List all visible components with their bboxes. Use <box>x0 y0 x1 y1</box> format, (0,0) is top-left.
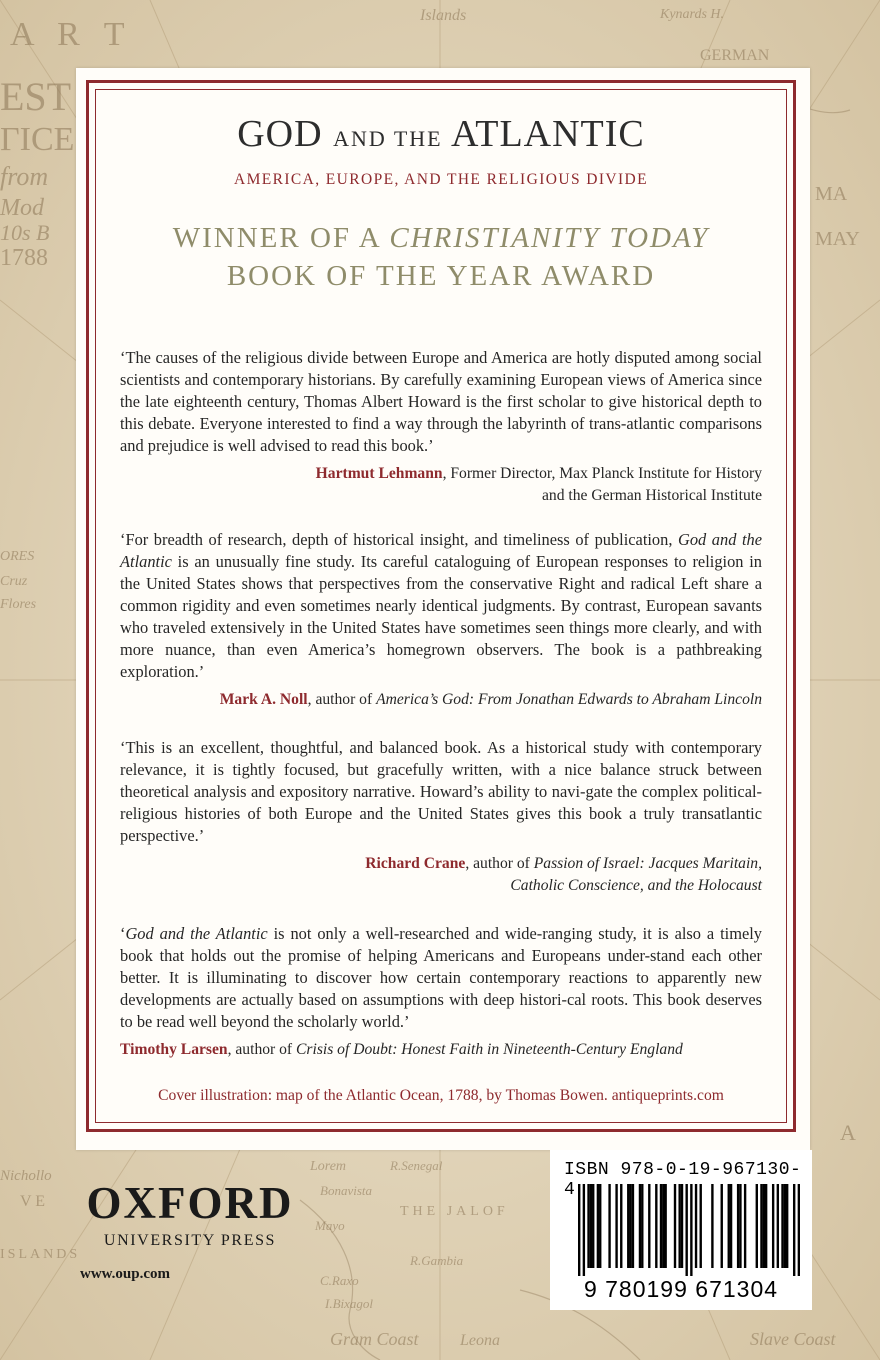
svg-text:GERMAN: GERMAN <box>700 47 770 64</box>
attribution-larsen <box>120 1039 762 1061</box>
svg-text:Nichollo: Nichollo <box>0 1168 52 1184</box>
barcode-bar <box>587 1184 589 1268</box>
svg-text:Flores: Flores <box>0 597 37 612</box>
quote-larsen <box>120 923 762 1033</box>
barcode-bar <box>620 1184 622 1268</box>
svg-text:C.Raxo: C.Raxo <box>320 1273 359 1288</box>
barcode-bar <box>700 1184 702 1268</box>
barcode-bar <box>793 1184 795 1276</box>
svg-text:10s B: 10s B <box>0 220 50 245</box>
svg-text:Bonavista: Bonavista <box>320 1183 372 1198</box>
quote-book-title: God and the Atlantic <box>125 924 268 943</box>
svg-text:1788: 1788 <box>0 245 48 271</box>
barcode-bar <box>627 1184 629 1268</box>
attribution-lehmann <box>120 463 762 507</box>
svg-text:THE JALOF: THE JALOF <box>400 1204 509 1219</box>
barcode-bar <box>690 1184 692 1276</box>
barcode-bar <box>655 1184 657 1268</box>
barcode-bar <box>739 1184 741 1268</box>
author-book: America’s God: From Jonathan Edwards to Abraham Lincoln <box>376 691 762 708</box>
barcode-bar <box>760 1184 762 1268</box>
barcode-bar <box>639 1184 641 1268</box>
isbn-label: ISBN 978-0-19-967130-4 <box>564 1160 802 1200</box>
svg-text:MA: MA <box>815 183 848 205</box>
barcode-bar <box>721 1184 723 1268</box>
book-title <box>120 110 762 163</box>
quote-book-title: God and the Atlantic <box>120 530 762 571</box>
barcode-bar <box>798 1184 800 1276</box>
svg-text:ORES: ORES <box>0 549 35 564</box>
attribution-crane-line1 <box>120 853 762 875</box>
barcode-bar <box>648 1184 650 1268</box>
attribution-crane-line2 <box>120 875 762 897</box>
barcode-bar <box>711 1184 713 1268</box>
barcode-bar <box>781 1184 783 1268</box>
barcode-bar <box>641 1184 643 1268</box>
svg-text:Mod: Mod <box>0 195 44 221</box>
publisher-url[interactable]: www.oup.com <box>80 1266 171 1282</box>
author-name: Hartmut Lehmann <box>315 465 443 482</box>
award-line-2: BOOK OF THE YEAR AWARD <box>226 260 656 292</box>
isbn-barcode <box>550 1150 812 1310</box>
award-prefix: WINNER OF A <box>172 222 390 254</box>
svg-text:R.Senegal: R.Senegal <box>390 1158 443 1173</box>
author-book: Passion of Israel: Jacques Maritain, <box>533 855 762 872</box>
barcode-bar <box>597 1184 599 1268</box>
quote-text: ‘ <box>120 924 126 943</box>
svg-text:Leona: Leona <box>460 1332 500 1349</box>
svg-text:ISLANDS: ISLANDS <box>0 1247 81 1262</box>
barcode-bar <box>763 1184 765 1268</box>
author-name: Richard Crane <box>365 855 466 872</box>
barcode-bar <box>632 1184 634 1268</box>
publisher-press: UNIVERSITY PRESS <box>103 1232 277 1249</box>
barcode-bar <box>608 1184 610 1268</box>
title-word-and-the: AND THE <box>333 126 443 151</box>
barcode-bar <box>629 1184 631 1268</box>
barcode-bar <box>615 1184 617 1268</box>
barcode-bar <box>681 1184 683 1268</box>
quote-text: is not only a well-researched and wide-ranging study, it is also a timely book that holds out the promise of helping Americans and Europeans under-stand each other better. It is illuminating to discover how certain contemporary reactions to apparently new developments are actually based on assumptions with deep histori-cal roots. This book deserves to be read well beyond the scholarly world.’ <box>120 924 762 1031</box>
svg-text:I.Bixagol: I.Bixagol <box>325 1296 374 1311</box>
barcode-bar <box>737 1184 739 1268</box>
barcode-bar <box>772 1184 774 1268</box>
barcode-bar <box>664 1184 666 1268</box>
author-role: , author of <box>227 1041 297 1058</box>
svg-text:Gram Coast: Gram Coast <box>330 1329 419 1349</box>
barcode-bar <box>583 1184 585 1276</box>
barcode-bar <box>765 1184 767 1268</box>
svg-text:MAY: MAY <box>815 228 860 250</box>
barcode-bar <box>590 1184 592 1268</box>
barcode-bar <box>685 1184 687 1276</box>
svg-text:EST: EST <box>0 74 72 119</box>
author-name: Mark A. Noll <box>219 691 308 708</box>
barcode-bar <box>784 1184 786 1268</box>
barcode-bar <box>674 1184 676 1268</box>
barcode-bar <box>744 1184 746 1268</box>
award-line-1 <box>120 219 762 257</box>
svg-text:ΓICE: ΓICE <box>0 121 75 158</box>
quote-text: ‘For breadth of research, depth of historical insight, and timeliness of publication, <box>120 530 678 549</box>
author-book-line2: Catholic Conscience, and the Holocaust <box>510 877 762 894</box>
panel-content <box>120 100 762 1105</box>
attribution-crane <box>120 853 762 897</box>
barcode-bar <box>695 1184 697 1268</box>
publisher-logo <box>78 1178 302 1250</box>
barcode-bar <box>730 1184 732 1268</box>
svg-text:A R T: A R T <box>10 16 133 53</box>
quote-crane: ‘This is an excellent, thoughtful, and balanced book. As a historical study with contemporary relevance, it is tightly focused, but gracefully written, with a nice balance struck between theoretical analysis and expository narrative. Howard’s ability to navi-gate the complex political-religious histories of both Europe and the United States gives this book a truly transatlantic perspective.’ <box>120 738 762 845</box>
svg-text:Mayo: Mayo <box>315 1218 345 1233</box>
book-subtitle: AMERICA, EUROPE, AND THE RELIGIOUS DIVIDE <box>233 171 649 188</box>
quote-lehmann: ‘The causes of the religious divide between Europe and America are hotly disputed among social scientists and contemporary historians. By carefully examining European views of America since the late eighteenth century, Thomas Albert Howard is the first scholar to give historical depth to this debate. Everyone interested to find a way through the labyrinth of trans-atlantic comparisons and prejudice is well advised to read this book.’ <box>120 348 762 455</box>
barcode-bar <box>592 1184 594 1268</box>
svg-text:Islands: Islands <box>420 7 467 24</box>
barcode-bar <box>728 1184 730 1268</box>
barcode-bar <box>599 1184 601 1268</box>
svg-text:Slave Coast: Slave Coast <box>750 1329 836 1349</box>
barcode-digits: 9 780199 671304 <box>583 1276 779 1302</box>
quote-text: is an unusually fine study. Its careful cataloguing of European responses to religion in the United States shows that perspectives from the conservative Right and radical Left share a common rigidity and even sometimes nearly identical judgments. By contrast, European savants who traveled extensively in the United States have sometimes seen things more clearly, and with more nuance, than even America’s homegrown observers. The book is a pathbreaking exploration.’ <box>120 552 762 681</box>
author-role: , author of <box>465 855 534 872</box>
svg-text:V E: V E <box>20 1193 46 1210</box>
title-word-atlantic: ATLANTIC <box>451 113 645 155</box>
author-role: , author of <box>307 691 377 708</box>
barcode-bar <box>662 1184 664 1268</box>
svg-text:Cruz: Cruz <box>0 574 28 589</box>
author-role: , Former Director, Max Planck Institute for History <box>442 465 762 482</box>
barcode-bars <box>560 1184 800 1276</box>
svg-text:A: A <box>840 1120 856 1145</box>
cover-credit: Cover illustration: map of the Atlantic Ocean, 1788, by Thomas Bowen. antiqueprints.com <box>158 1087 724 1104</box>
title-word-god: GOD <box>237 113 323 155</box>
author-name: Timothy Larsen <box>120 1041 228 1058</box>
barcode-bar <box>678 1184 680 1268</box>
barcode-bar <box>786 1184 788 1268</box>
svg-text:from: from <box>0 162 49 191</box>
barcode-bar <box>578 1184 580 1276</box>
publisher-name: OXFORD <box>86 1178 294 1228</box>
svg-text:Kynards H.: Kynards H. <box>660 7 725 22</box>
quote-noll <box>120 529 762 683</box>
attribution-noll <box>120 689 762 711</box>
award-magazine: CHRISTIANITY TODAY <box>389 222 710 254</box>
author-role-line2: and the German Historical Institute <box>542 487 762 504</box>
attribution-lehmann-line1 <box>120 463 762 485</box>
svg-text:R.Gambia: R.Gambia <box>410 1253 464 1268</box>
barcode-bar <box>756 1184 758 1268</box>
svg-text:Lorem: Lorem <box>310 1159 347 1174</box>
award-heading <box>120 219 762 295</box>
barcode-bar <box>777 1184 779 1268</box>
barcode-bar <box>660 1184 662 1268</box>
author-book: Crisis of Doubt: Honest Faith in Nineteenth-Century England <box>296 1041 683 1058</box>
